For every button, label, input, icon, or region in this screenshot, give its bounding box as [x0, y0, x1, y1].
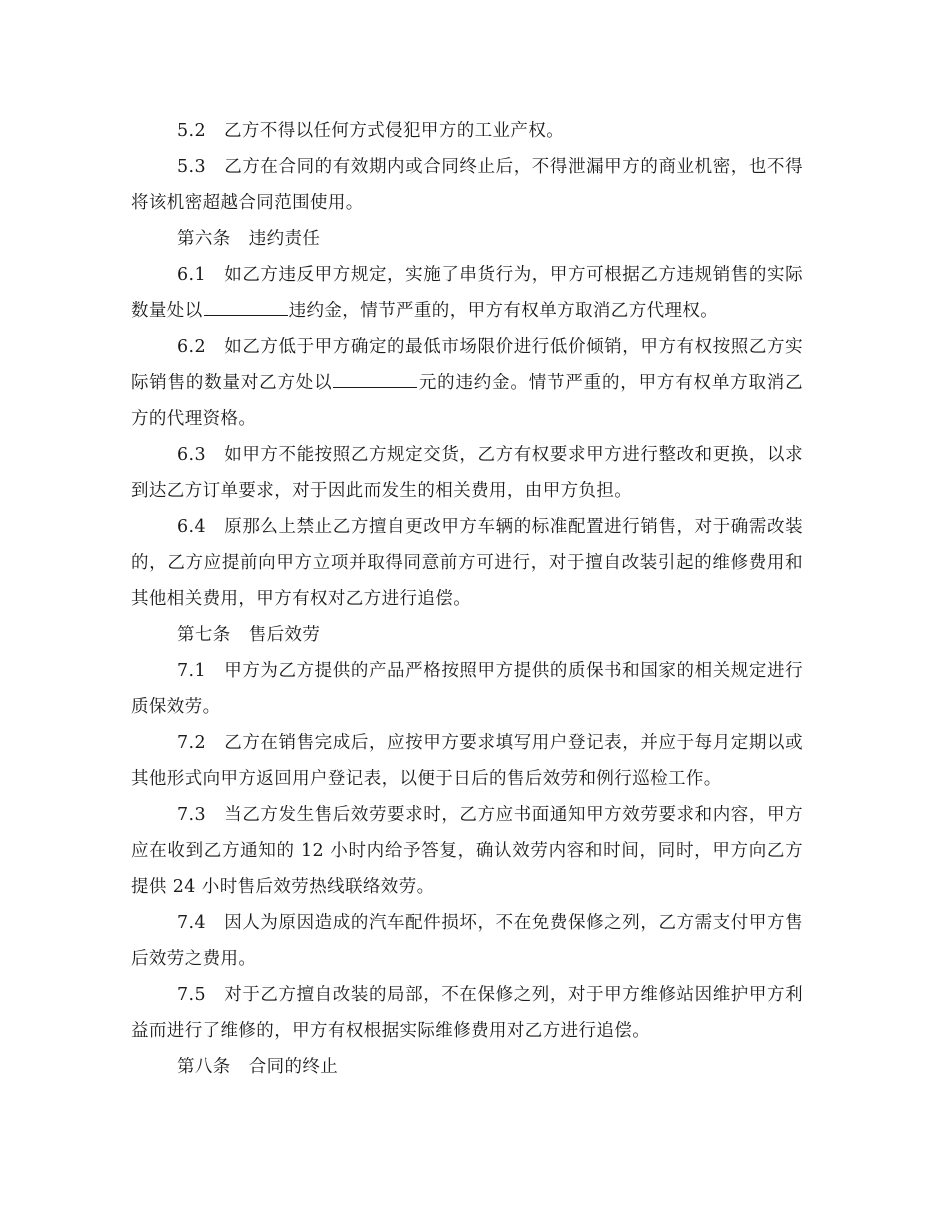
clause-number: 6.1	[177, 265, 207, 285]
clause-number: 6.4	[177, 517, 207, 537]
clause-number: 7.2	[177, 733, 207, 753]
contract-body	[131, 113, 803, 1085]
clause-text: 如乙方低于甲方确定的最低市场限价进行低价倾销，甲方有权按照乙方实际销售的数量对乙方处以	[131, 337, 803, 393]
clause-7-2	[131, 725, 803, 797]
clause-6-1	[131, 257, 803, 329]
clause-text: 原那么上禁止乙方擅自更改甲方车辆的标准配置进行销售，对于确需改装的，乙方应提前向甲方立项并取得同意前方可进行，对于擅自改装引起的维修费用和其他相关费用，甲方有权对乙方进行追偿。	[131, 517, 803, 609]
clause-number: 7.1	[177, 661, 207, 681]
clause-7-4	[131, 905, 803, 977]
article-number: 第七条	[177, 625, 231, 645]
clause-text: 违约金，情节严重的，甲方有权单方取消乙方代理权。	[288, 301, 719, 321]
clause-7-1	[131, 653, 803, 725]
article-8-heading	[131, 1049, 803, 1085]
clause-text: 因人为原因造成的汽车配件损坏，不在免费保修之列，乙方需支付甲方售后效劳之费用。	[131, 913, 803, 969]
clause-text: 乙方在销售完成后，应按甲方要求填写用户登记表，并应于每月定期以或其他形式向甲方返回用户登记表，以便于日后的售后效劳和例行巡检工作。	[131, 733, 803, 789]
clause-7-5	[131, 977, 803, 1049]
clause-text: 乙方不得以任何方式侵犯甲方的工业产权。	[224, 121, 565, 141]
article-title: 售后效劳	[248, 625, 321, 645]
clause-5-2	[131, 113, 803, 149]
clause-7-3	[131, 797, 803, 905]
clause-number: 6.3	[177, 445, 207, 465]
clause-text: 如乙方违反甲方规定，实施了串货行为，甲方可根据乙方违规销售的实际数量处以	[131, 265, 803, 321]
clause-6-2	[131, 329, 803, 437]
article-title: 合同的终止	[248, 1057, 339, 1077]
article-6-heading	[131, 221, 803, 257]
clause-text: 乙方在合同的有效期内或合同终止后，不得泄漏甲方的商业机密，也不得将该机密超越合同范围使用。	[131, 157, 803, 213]
clause-number: 5.3	[177, 157, 207, 177]
fill-in-blank	[333, 369, 417, 388]
clause-number: 6.2	[177, 337, 207, 357]
fill-in-blank	[204, 297, 288, 316]
article-7-heading	[131, 617, 803, 653]
clause-number: 5.2	[177, 121, 207, 141]
clause-text: 如甲方不能按照乙方规定交货，乙方有权要求甲方进行整改和更换，以求到达乙方订单要求，对于因此而发生的相关费用，由甲方负担。	[131, 445, 803, 501]
clause-number: 7.5	[177, 985, 207, 1005]
clause-text: 当乙方发生售后效劳要求时，乙方应书面通知甲方效劳要求和内容，甲方应在收到乙方通知的 12 小时内给予答复，确认效劳内容和时间，同时，甲方向乙方提供 24 小时售后效劳热线联络效劳。	[131, 805, 803, 897]
clause-number: 7.4	[177, 913, 207, 933]
article-number: 第六条	[177, 229, 231, 249]
clause-number: 7.3	[177, 805, 207, 825]
clause-text: 对于乙方擅自改装的局部，不在保修之列，对于甲方维修站因维护甲方利益而进行了维修的，甲方有权根据实际维修费用对乙方进行追偿。	[131, 985, 803, 1041]
clause-6-4	[131, 509, 803, 617]
clause-6-3	[131, 437, 803, 509]
clause-text: 元的违约金。情节严重的，甲方有权单方取消乙方的代理资格。	[131, 373, 803, 429]
clause-text: 甲方为乙方提供的产品严格按照甲方提供的质保书和国家的相关规定进行质保效劳。	[131, 661, 803, 717]
clause-5-3	[131, 149, 803, 221]
article-number: 第八条	[177, 1057, 231, 1077]
article-title: 违约责任	[248, 229, 321, 249]
